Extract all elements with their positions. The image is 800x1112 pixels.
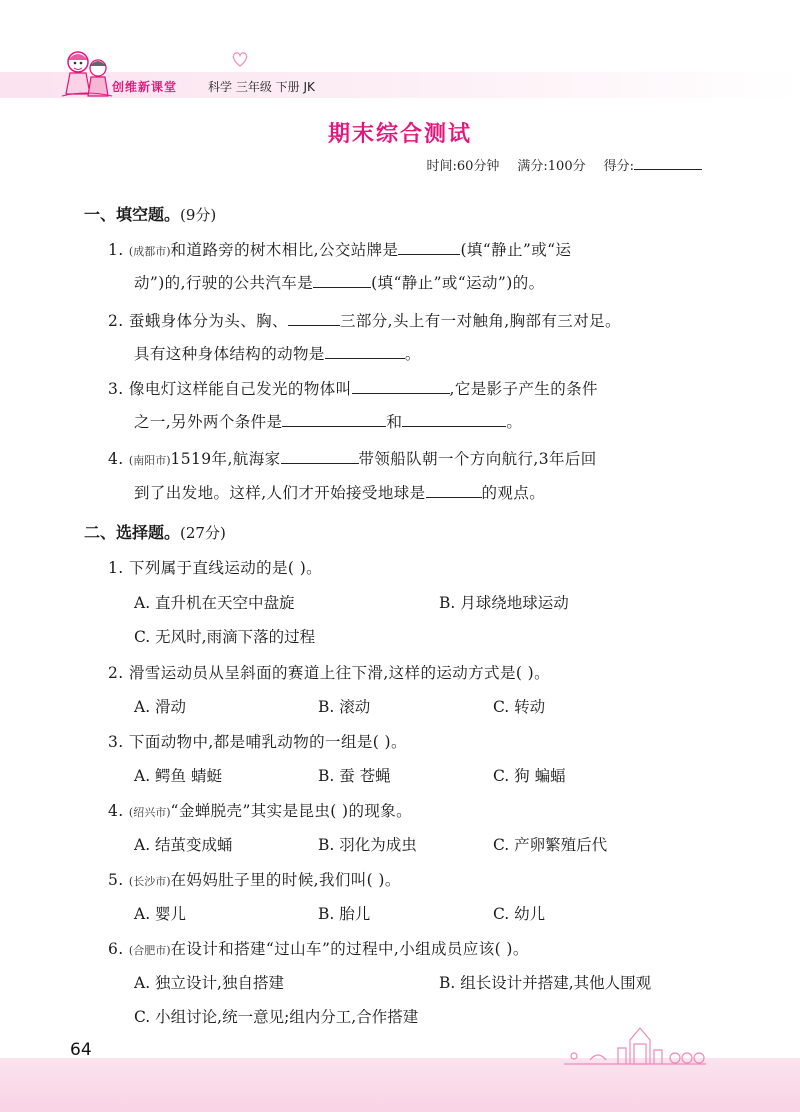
page-number: 64	[70, 1040, 92, 1060]
section-1-title: 一、填空题。	[84, 205, 181, 224]
choice-q5-stem	[108, 868, 401, 890]
fill-blank[interactable]	[288, 311, 340, 326]
choice-q6-stem	[108, 937, 529, 959]
score-blank[interactable]	[634, 155, 702, 170]
choice-q5-option-a[interactable]: A. 婴儿	[134, 905, 187, 923]
fill-q1-line2	[134, 271, 545, 293]
q-text: “金蝉脱壳”其实是昆虫( )的现象。	[170, 802, 413, 820]
choice-q3-option-a[interactable]: A. 鳄鱼 蜻蜓	[134, 767, 222, 785]
exam-full-score: 满分:100分	[517, 159, 586, 174]
q-text: 和道路旁的树木相比,公交站牌是	[170, 241, 399, 259]
q-text: 。	[404, 345, 421, 363]
q-num: 4.	[108, 802, 124, 820]
choice-q6-option-a[interactable]: A. 独立设计,独自搭建	[134, 974, 284, 992]
fill-blank[interactable]	[313, 273, 371, 288]
fill-q2-line2	[134, 342, 421, 364]
section-2-heading	[84, 520, 226, 543]
choice-q2-option-c[interactable]: C. 转动	[493, 698, 546, 716]
fill-q4-line1	[108, 447, 597, 469]
choice-q5-option-c[interactable]: C. 幼儿	[493, 905, 546, 923]
cartoon-kids-icon	[58, 46, 114, 102]
fill-q2-line1	[108, 309, 621, 331]
q-num: 3.	[108, 380, 124, 398]
q-text: 带领船队朝一个方向航行,3年后回	[358, 450, 597, 468]
choice-q2-option-a[interactable]: A. 滑动	[134, 698, 187, 716]
fill-blank[interactable]	[325, 344, 405, 359]
q-text: (填“静止”或“运	[460, 241, 572, 259]
choice-q4-option-c[interactable]: C. 产卵繁殖后代	[493, 836, 608, 854]
q-num: 5.	[108, 871, 124, 889]
q-text: 在妈妈肚子里的时候,我们叫( )。	[170, 871, 401, 889]
q-text: 之一,另外两个条件是	[134, 413, 283, 431]
section-2-points: (27分)	[180, 524, 226, 542]
fill-blank[interactable]	[398, 240, 460, 255]
score-label: 得分:	[603, 159, 634, 174]
fill-q1-line1	[108, 238, 571, 260]
section-2-title: 二、选择题。	[84, 523, 181, 542]
q-text: 到了出发地。这样,人们才开始接受地球是	[134, 484, 426, 502]
choice-q3-stem: 3. 下面动物中,都是哺乳动物的一组是( )。	[108, 733, 407, 751]
choice-q2-stem: 2. 滑雪运动员从呈斜面的赛道上往下滑,这样的运动方式是( )。	[108, 664, 550, 682]
choice-q1-option-b[interactable]: B. 月球绕地球运动	[439, 594, 569, 612]
q-text: ,它是影子产生的条件	[449, 380, 598, 398]
fill-q3-line2	[134, 410, 522, 432]
fill-q4-line2	[134, 481, 545, 503]
choice-q6-option-c[interactable]: C. 小组讨论,统一意见;组内分工,合作搭建	[134, 1008, 419, 1026]
q-num: 2.	[108, 312, 124, 330]
fill-blank[interactable]	[402, 412, 506, 427]
series-badge: 创维新课堂	[112, 80, 178, 94]
q-num: 4.	[108, 450, 124, 468]
q-text: (填“静止”或“运动”)的。	[371, 274, 545, 292]
fill-blank[interactable]	[281, 449, 359, 464]
choice-q4-option-a[interactable]: A. 结茧变成蛹	[134, 836, 233, 854]
exam-meta	[408, 155, 702, 174]
q-num: 1.	[108, 241, 124, 259]
choice-q1-stem: 1. 下列属于直线运动的是( )。	[108, 559, 323, 577]
q-num: 6.	[108, 940, 124, 958]
page-title: 期末综合测试	[327, 122, 472, 147]
heart-decoration-icon	[230, 50, 250, 68]
q-text: 1519年,航海家	[170, 450, 281, 468]
choice-q4-stem	[108, 799, 412, 821]
choice-q3-option-c[interactable]: C. 狗 蝙蝠	[493, 767, 566, 785]
section-1-heading	[84, 202, 216, 225]
fill-q3-line1	[108, 377, 598, 399]
q-source: (合肥市)	[128, 944, 171, 957]
fill-blank[interactable]	[282, 412, 386, 427]
footer-band	[0, 1058, 800, 1112]
q-text: 和	[386, 413, 403, 431]
choice-q1-option-a[interactable]: A. 直升机在天空中盘旋	[134, 594, 295, 612]
q-source: (成都市)	[128, 245, 171, 258]
fill-blank[interactable]	[426, 483, 482, 498]
q-source: (绍兴市)	[128, 806, 171, 819]
q-text: 在设计和搭建“过山车”的过程中,小组成员应该( )。	[170, 940, 529, 958]
q-text: 的观点。	[481, 484, 546, 502]
q-text: 三部分,头上有一对触角,胸部有三对足。	[339, 312, 621, 330]
q-source: (南阳市)	[128, 454, 171, 467]
castle-decoration-icon	[560, 1020, 710, 1066]
q-text: 像电灯这样能自己发光的物体叫	[128, 380, 352, 398]
choice-q4-option-b[interactable]: B. 羽化为成虫	[318, 836, 417, 854]
section-1-points: (9分)	[180, 206, 217, 224]
choice-q5-option-b[interactable]: B. 胎儿	[318, 905, 371, 923]
choice-q2-option-b[interactable]: B. 滚动	[318, 698, 371, 716]
choice-q6-option-b[interactable]: B. 组长设计并搭建,其他人围观	[439, 974, 652, 992]
q-text: 具有这种身体结构的动物是	[134, 345, 325, 363]
choice-q1-option-c[interactable]: C. 无风时,雨滴下落的过程	[134, 628, 316, 646]
exam-time: 时间:60分钟	[426, 159, 500, 174]
q-source: (长沙市)	[128, 875, 171, 888]
book-info: 科学 三年级 下册 JK	[208, 80, 315, 94]
fill-blank[interactable]	[352, 379, 450, 394]
q-text: 蚕蛾身体分为头、胸、	[128, 312, 288, 330]
q-text: 。	[506, 413, 523, 431]
q-text: 动”)的,行驶的公共汽车是	[134, 274, 314, 292]
choice-q3-option-b[interactable]: B. 蚕 苍蝇	[318, 767, 391, 785]
